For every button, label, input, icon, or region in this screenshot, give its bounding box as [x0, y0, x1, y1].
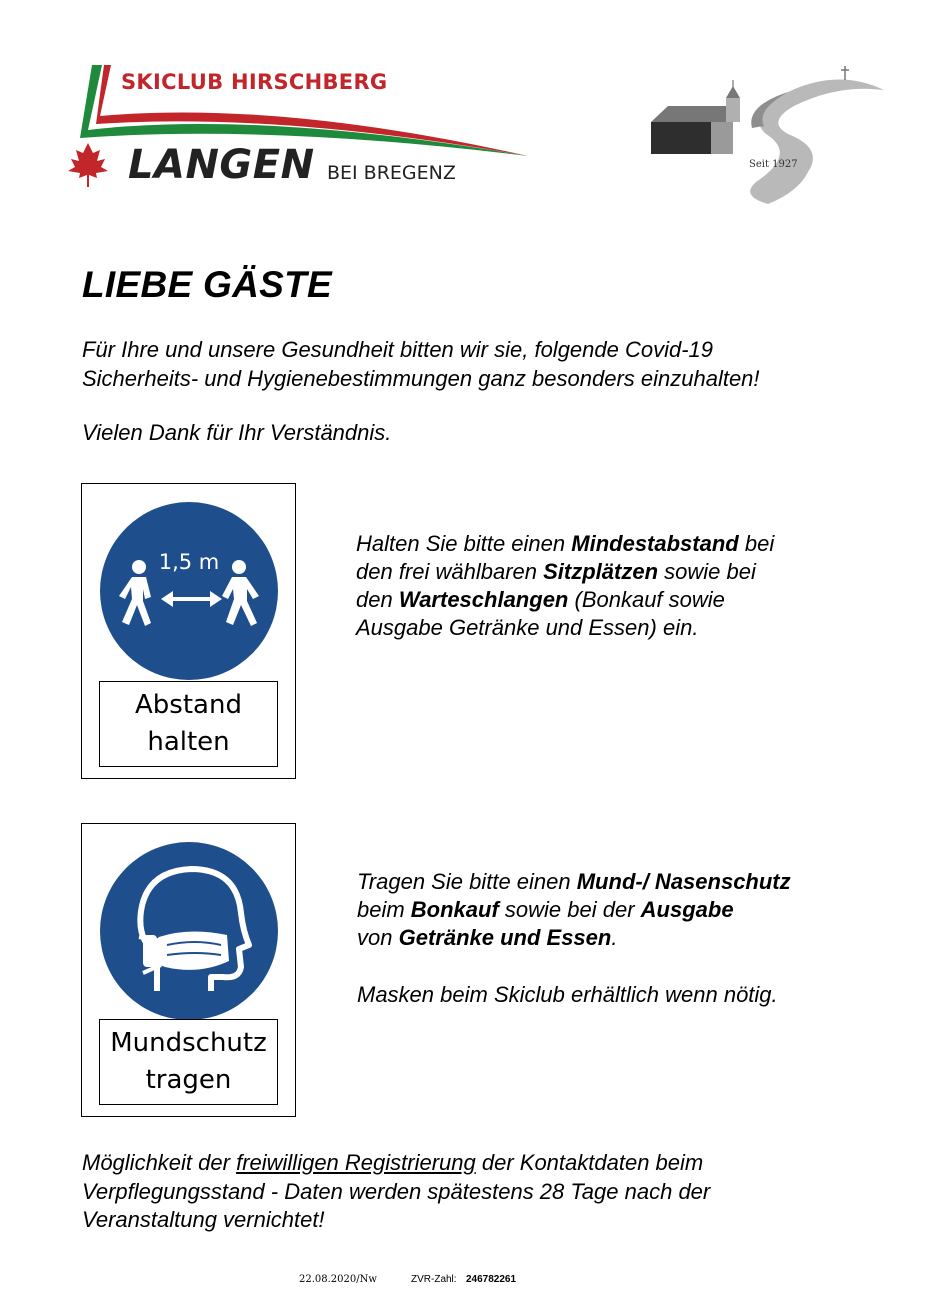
sign-label-line: halten [147, 727, 230, 757]
mask-instruction: Tragen Sie bitte einen Mund-/ Nasenschutz beim Bonkauf sowie bei der Ausgabe von Getränke und Essen. [357, 869, 791, 950]
date-code: 22.08.2020/Nw [299, 1274, 377, 1285]
face-mask-icon [99, 841, 279, 1021]
maple-leaf-icon [68, 143, 108, 187]
keep-distance-sign [81, 483, 296, 779]
wear-mask-label [99, 1019, 278, 1105]
keep-distance-icon [99, 501, 279, 681]
sign-label-line: Mundschutz [110, 1028, 267, 1058]
chapel-logo-icon [648, 62, 890, 212]
thanks-text: Vielen Dank für Ihr Verständnis. [82, 420, 392, 445]
distance-label: 1,5 m [158, 550, 220, 574]
registration-note: Möglichkeit der freiwilligen Registrierung der Kontaktdaten beim Verpflegungsstand - Daten werden spätestens 28 Tage nach der Veranstaltung vernichtet! [82, 1150, 711, 1232]
club-name: SKICLUB HIRSCHBERG [121, 70, 388, 94]
page-title: LIEBE GÄSTE [82, 264, 332, 305]
masks-available-text: Masken beim Skiclub erhältlich wenn nötig. [357, 982, 778, 1007]
sign-label-line: tragen [145, 1065, 232, 1095]
keep-distance-label [99, 681, 278, 767]
intro-line: Sicherheits- und Hygienebestimmungen ganz besonders einzuhalten! [82, 366, 760, 391]
intro-line: Für Ihre und unsere Gesundheit bitten wir sie, folgende Covid-19 [82, 337, 714, 362]
zvr-label: ZVR-Zahl: [411, 1274, 457, 1285]
distance-instruction: Halten Sie bitte einen Mindestabstand bei den frei wählbaren Sitzplätzen sowie bei den Warteschlangen (Bonkauf sowie Ausgabe Getränke und Essen) ein. [356, 531, 775, 640]
zvr-number: 246782261 [466, 1274, 517, 1285]
wear-mask-sign [81, 823, 296, 1117]
town-subtitle: BEI BREGENZ [327, 162, 456, 184]
town-name: LANGEN [128, 142, 315, 188]
founded-text: Seit 1927 [749, 159, 798, 170]
intro-paragraph [82, 335, 760, 393]
sign-label-line: Abstand [135, 690, 242, 720]
